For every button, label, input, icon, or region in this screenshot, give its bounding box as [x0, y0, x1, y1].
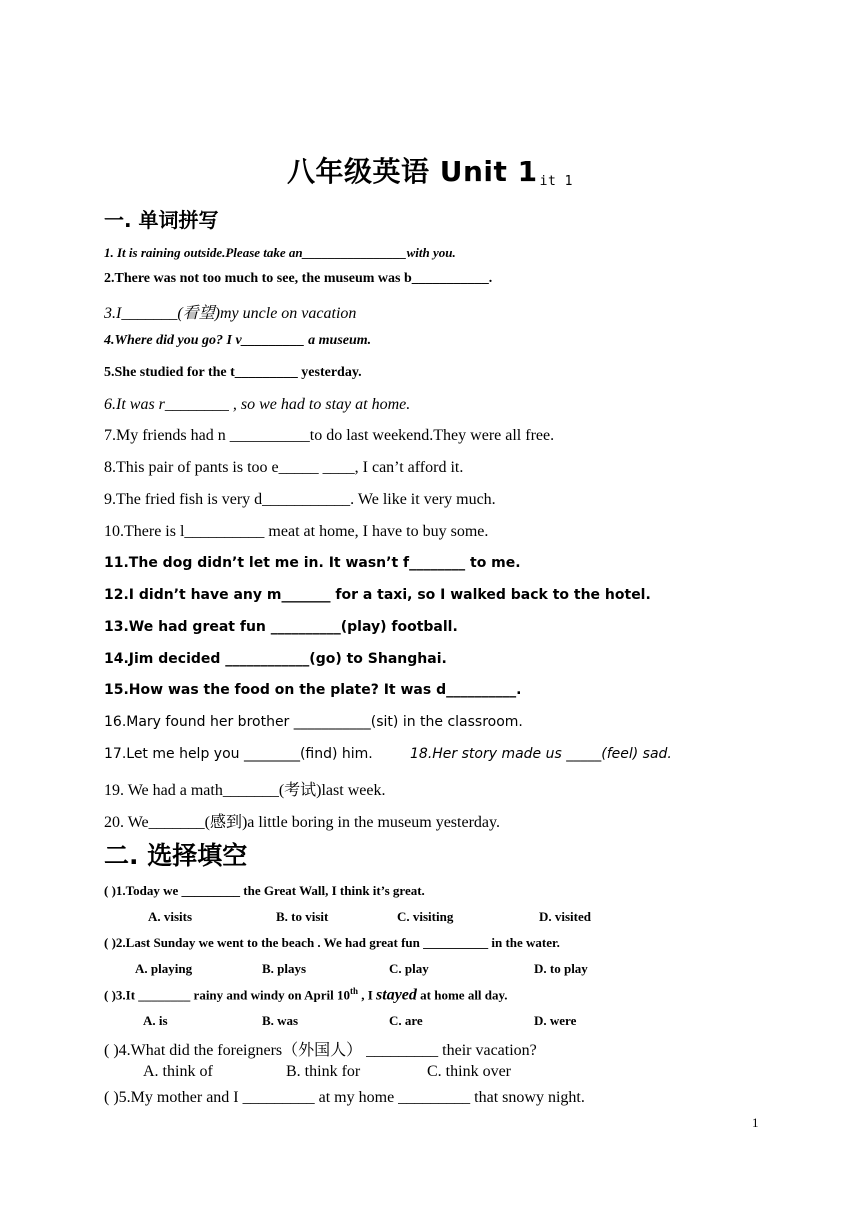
q3-option-d: D. were — [534, 1013, 577, 1028]
exercise-item-18: 18.Her story made us _____(feel) sad. — [410, 746, 672, 762]
exercise-item-19: 19. We had a math_______(考试)last week. — [104, 782, 386, 799]
choice-question-5: ( )5.My mother and I _________ at my home _________ that snowy night. — [104, 1089, 585, 1106]
exercise-item-12: 12.I didn’t have any m_______ for a taxi, so I walked back to the hotel. — [104, 587, 651, 603]
q4-option-a: A. think of — [143, 1063, 213, 1080]
choice-question-3 — [104, 986, 508, 1004]
q3-option-a: A. is — [143, 1013, 168, 1028]
q3-stem-superscript: th — [349, 986, 358, 996]
q2-option-b: B. plays — [262, 961, 307, 976]
exercise-item-17: 17.Let me help you ________(find) him. — [104, 746, 373, 762]
choice-question-1: ( )1.Today we _________ the Great Wall, I think it’s great. — [104, 883, 425, 898]
exercise-item-5: 5.She studied for the t_________ yesterday. — [104, 365, 362, 380]
exercise-item-7: 7.My friends had n __________to do last weekend.They were all free. — [104, 427, 555, 444]
exercise-item-11: 11.The dog didn’t let me in. It wasn’t f________ to me. — [104, 555, 521, 571]
q3-stem-end: at home all day. — [416, 987, 508, 1003]
section2-heading: 二. 选择填空 — [104, 841, 248, 870]
q4-option-b: B. think for — [286, 1063, 361, 1080]
q3-option-c: C. are — [389, 1013, 423, 1028]
q1-option-d: D. visited — [539, 909, 591, 924]
section1-heading: 一. 单词拼写 — [104, 208, 219, 232]
title-suffix: it 1 — [539, 174, 573, 189]
page-title — [0, 150, 860, 190]
exercise-item-20: 20. We_______(感到)a little boring in the museum yesterday. — [104, 814, 500, 831]
q2-option-c: C. play — [389, 961, 429, 976]
q4-option-c: C. think over — [427, 1063, 511, 1080]
exercise-item-16: 16.Mary found her brother ___________(sit) in the classroom. — [104, 714, 523, 730]
choice-question-2: ( )2.Last Sunday we went to the beach . We had great fun __________ in the water. — [104, 935, 560, 950]
exercise-item-2: 2.There was not too much to see, the museum was b___________. — [104, 271, 493, 286]
exercise-item-4: 4.Where did you go? I v_________ a museum. — [104, 333, 372, 348]
q2-option-d: D. to play — [534, 961, 588, 976]
q3-option-b: B. was — [262, 1013, 299, 1028]
choice-question-4: ( )4.What did the foreigners（外国人） _________ their vacation? — [104, 1042, 537, 1059]
page-number: 1 — [752, 1115, 759, 1130]
q3-stem-start: ( )3.It ________ rainy and windy on April 10 — [104, 987, 350, 1003]
q2-option-a: A. playing — [135, 961, 193, 976]
exercise-item-6: 6.It was r________ , so we had to stay at home. — [104, 396, 411, 413]
exercise-item-14: 14.Jim decided ____________(go) to Shanghai. — [104, 651, 447, 667]
q3-stem-mid: , I — [357, 987, 377, 1003]
q1-option-c: C. visiting — [397, 909, 454, 924]
exercise-item-3: 3.I_______(看望)my uncle on vacation — [104, 305, 357, 322]
q1-option-b: B. to visit — [276, 909, 329, 924]
q1-option-a: A. visits — [148, 909, 193, 924]
exercise-item-9: 9.The fried fish is very d___________. We like it very much. — [104, 491, 496, 508]
exercise-item-1: 1. It is raining outside.Please take an________________with you. — [104, 245, 456, 260]
exercise-item-15: 15.How was the food on the plate? It was d__________. — [104, 682, 522, 698]
exercise-item-10: 10.There is l__________ meat at home, I have to buy some. — [104, 523, 489, 540]
exercise-item-13: 13.We had great fun __________(play) football. — [104, 619, 458, 635]
q3-stem-emphasis: stayed — [376, 986, 417, 1004]
exercise-item-8: 8.This pair of pants is too e_____ ____, I can’t afford it. — [104, 459, 464, 476]
title-main: 八年级英语 Unit 1 — [287, 155, 538, 188]
